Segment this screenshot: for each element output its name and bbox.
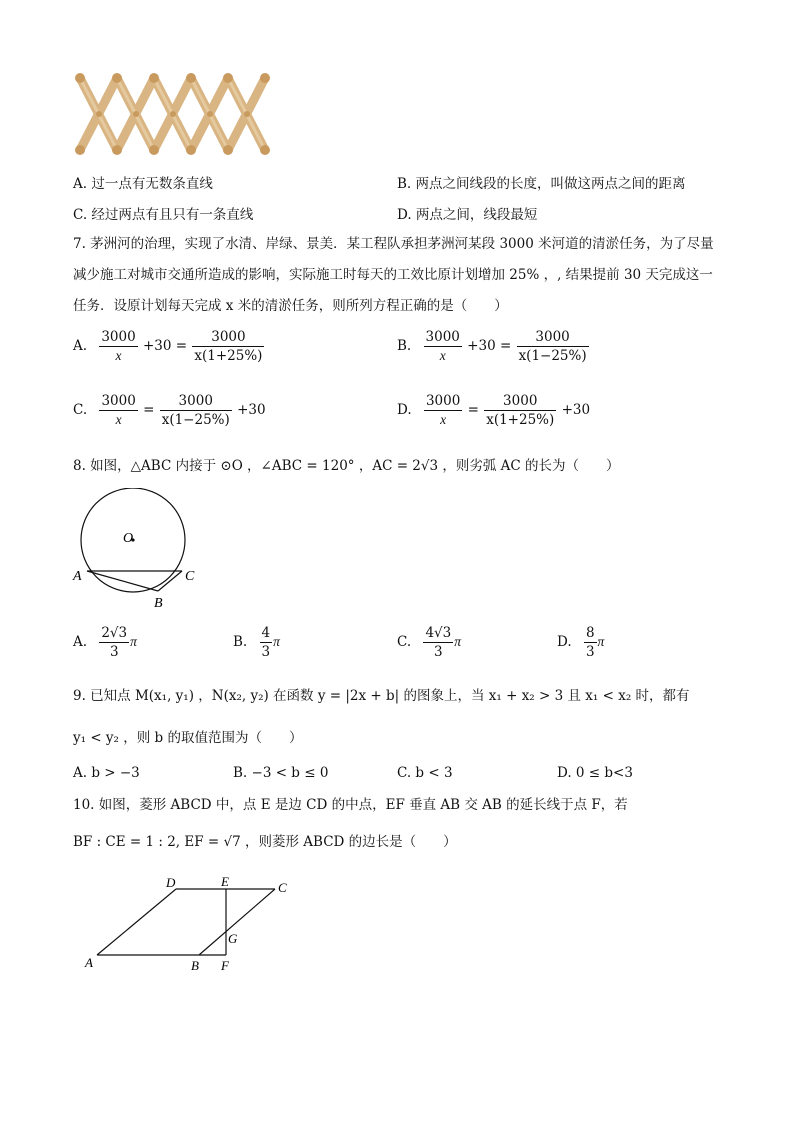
label-g: G <box>228 931 238 946</box>
q6-option-a: A. 过一点有无数条直线 <box>73 176 213 192</box>
q9-option-a: A. b > −3 <box>73 765 140 781</box>
q10-line-1: 10. 如图，菱形 ABCD 中，点 E 是边 CD 的中点，EF 垂直 AB 交 AB 的延长线于点 F，若 <box>73 797 628 813</box>
label-b: B <box>191 958 199 973</box>
q7-option-c: C. $\frac{3000}{x}$ = $\frac{3000}{x(1-25\%)}$ +30 <box>73 393 266 428</box>
label-d: D <box>166 875 176 890</box>
q8-question: 8. 如图，△ABC 内接于 ⊙O ，∠ABC = 120° ，AC = 2√3 ，则劣弧 AC 的长为（ ） <box>73 458 620 474</box>
q8-option-d: D. $\frac{8}{3}$ π <box>557 625 605 660</box>
q7-option-a: A. $\frac{3000}{x}$ +30 = $\frac{3000}{x(1+25\%)}$ <box>73 329 263 364</box>
circle-diagram <box>70 488 210 617</box>
label-c: C <box>185 569 195 584</box>
q7-line-2: 减少施工对城市交通所造成的影响，实际施工时每天的工效比原计划增加 25% ，, 结果提前 30 天完成这一 <box>73 267 713 283</box>
rhombus-diagram <box>80 870 310 984</box>
q10-line-2: BF : CE = 1 : 2, EF = √7 ，则菱形 ABCD 的边长是（ ） <box>73 834 457 850</box>
wooden-rack-image <box>72 70 282 166</box>
q6-option-b: B. 两点之间线段的长度，叫做这两点之间的距离 <box>397 176 686 192</box>
q6-option-d: D. 两点之间，线段最短 <box>397 207 538 223</box>
q8-option-b: B. $\frac{4}{3}$ π <box>233 625 280 660</box>
q9-option-c: C. b < 3 <box>397 765 453 781</box>
q7-line-3: 任务．设原计划每天完成 x 米的清淤任务，则所列方程正确的是（ ） <box>73 298 508 314</box>
q9-option-d: D. 0 ≤ b<3 <box>557 765 633 781</box>
q6-option-c: C. 经过两点有且只有一条直线 <box>73 207 254 223</box>
label-a: A <box>85 955 93 970</box>
label-o: O <box>123 531 134 546</box>
label-c: C <box>278 880 287 895</box>
q8-option-a: A. $\frac{2√3}{3}$ π <box>73 625 137 660</box>
q8-option-c: C. $\frac{4√3}{3}$ π <box>397 625 461 660</box>
q9-line-1: 9. 已知点 M(x₁, y₁) ，N(x₂, y₂) 在函数 y = |2x + b| 的图象上，当 x₁ + x₂ > 3 且 x₁ < x₂ 时，都有 <box>73 688 690 704</box>
label-b: B <box>154 596 163 611</box>
q7-line-1: 7. 茅洲河的治理，实现了水清、岸绿、景美．某工程队承担茅洲河某段 3000 米河道的清淤任务，为了尽量 <box>73 236 714 252</box>
label-f: F <box>221 958 229 973</box>
q7-option-d: D. $\frac{3000}{x}$ = $\frac{3000}{x(1+25\%)}$ +30 <box>397 393 591 428</box>
q9-option-b: B. −3 < b ≤ 0 <box>233 765 329 781</box>
label-a: A <box>73 569 82 584</box>
q7-option-b: B. $\frac{3000}{x}$ +30 = $\frac{3000}{x(1-25\%)}$ <box>397 329 587 364</box>
label-e: E <box>221 874 229 889</box>
q9-line-2: y₁ < y₂ ，则 b 的取值范围为（ ） <box>73 730 303 746</box>
